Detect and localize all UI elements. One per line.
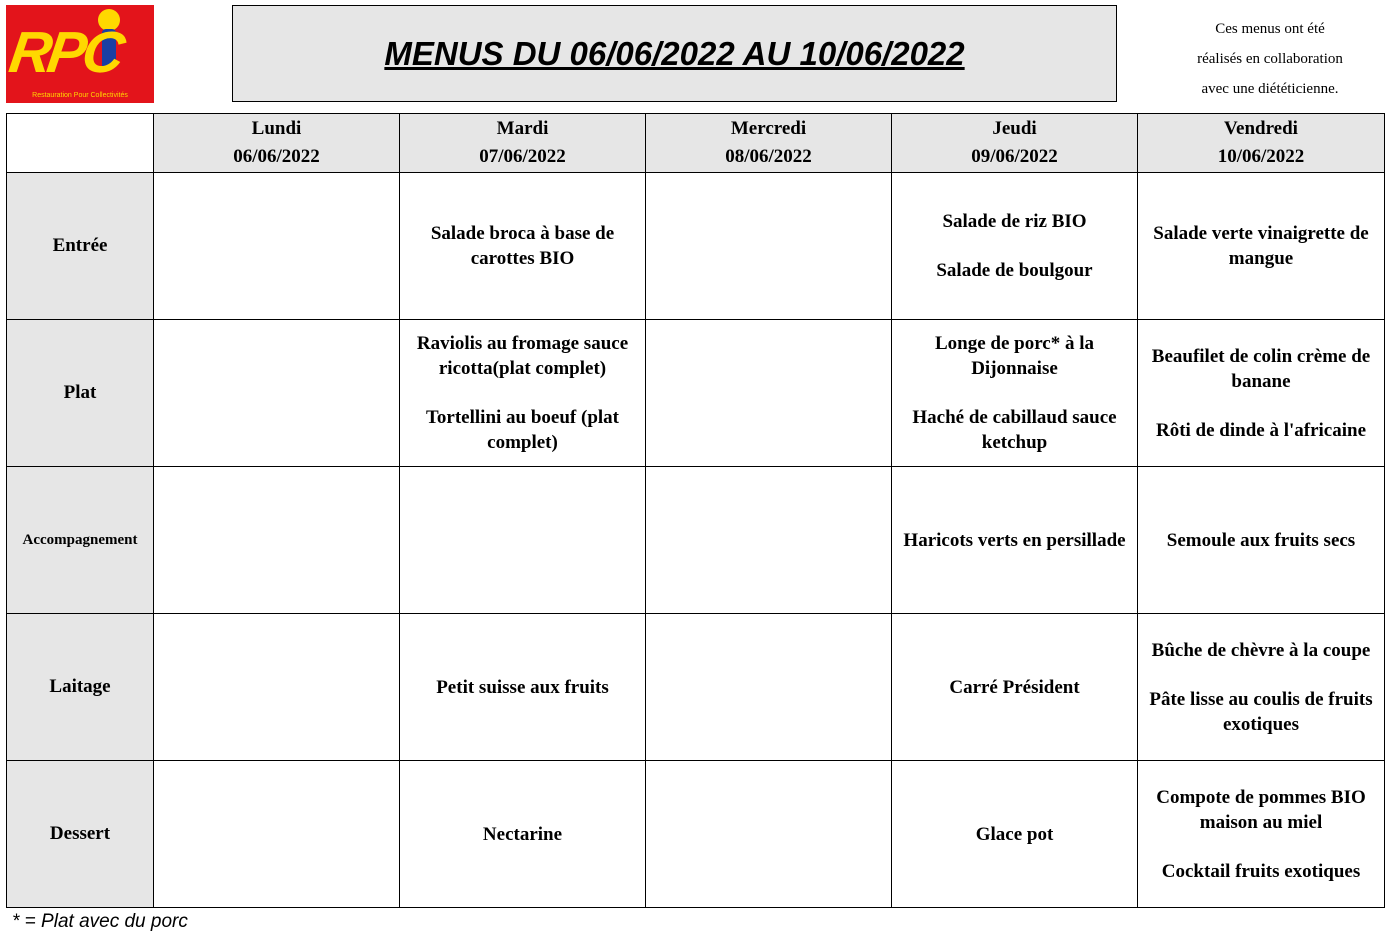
menu-cell — [400, 320, 646, 467]
menu-cell — [646, 173, 892, 320]
menu-item: Glace pot — [975, 823, 1054, 845]
menu-item: Carré Président — [949, 676, 1080, 698]
menu-cell — [1138, 173, 1385, 320]
menu-cell — [892, 320, 1138, 467]
day-header-monday — [154, 114, 400, 173]
menu-item: Salade de boulgour — [936, 260, 1093, 281]
menu-item: Tortellini au boeuf (plat complet) — [425, 407, 619, 453]
page-title: MENUS DU 06/06/2022 AU 10/06/2022 — [384, 34, 965, 72]
menu-cell — [892, 173, 1138, 320]
menu-table — [6, 113, 1385, 908]
menu-item: Bûche de chèvre à la coupe — [1151, 639, 1371, 661]
day-header-tuesday — [400, 114, 646, 173]
menu-item: Salade verte vinaigrette de mangue — [1153, 223, 1369, 269]
day-date: 10/06/2022 — [1217, 146, 1305, 167]
day-name: Jeudi — [992, 118, 1037, 139]
menu-item: Haché de cabillaud sauce ketchup — [912, 407, 1117, 453]
menu-item: Longe de porc* à la Dijonnaise — [934, 333, 1095, 379]
row-label: Entrée — [7, 173, 154, 320]
header-row — [7, 114, 1385, 173]
day-date: 06/06/2022 — [233, 146, 320, 167]
menu-cell — [646, 320, 892, 467]
menu-cell — [646, 467, 892, 614]
logo-letters: RPC — [5, 20, 126, 85]
menu-cell — [154, 173, 400, 320]
menu-item: Raviolis au fromage sauce ricotta(plat complet) — [416, 333, 629, 379]
menu-item: Nectarine — [482, 823, 563, 845]
corner-cell — [7, 114, 154, 173]
menu-cell — [400, 467, 646, 614]
menu-cell — [154, 614, 400, 761]
menu-row-laitage — [7, 614, 1385, 761]
menu-cell — [400, 614, 646, 761]
row-label: Plat — [7, 320, 154, 467]
menu-cell — [646, 761, 892, 908]
menu-row-dessert — [7, 761, 1385, 908]
pork-footnote: * = Plat avec du porc — [12, 911, 188, 932]
logo-tagline: Restauration Pour Collectivités — [32, 92, 128, 99]
menu-cell — [892, 761, 1138, 908]
menu-cell — [646, 614, 892, 761]
row-label: Laitage — [7, 614, 154, 761]
menu-item: Pâte lisse au coulis de fruits exotiques — [1149, 688, 1373, 735]
menu-cell — [892, 614, 1138, 761]
menu-item: Salade de riz BIO — [942, 211, 1087, 232]
rpc-logo — [6, 5, 154, 103]
note-line: Ces menus ont été — [1215, 21, 1325, 37]
day-header-thursday — [892, 114, 1138, 173]
menu-item: Rôti de dinde à l'africaine — [1155, 419, 1367, 441]
day-header-wednesday — [646, 114, 892, 173]
menu-cell — [1138, 614, 1385, 761]
menu-item: Semoule aux fruits secs — [1166, 529, 1356, 551]
day-name: Lundi — [251, 118, 302, 139]
menu-cell — [400, 761, 646, 908]
note-line: réalisés en collaboration — [1197, 51, 1343, 67]
day-date: 08/06/2022 — [725, 146, 812, 167]
row-label: Dessert — [7, 761, 154, 908]
row-label: Accompagnement — [7, 467, 154, 614]
menu-cell — [154, 467, 400, 614]
menu-item: Haricots verts en persillade — [903, 529, 1126, 551]
menu-cell — [400, 173, 646, 320]
menu-row-entrée — [7, 173, 1385, 320]
menu-cell — [154, 761, 400, 908]
menu-row-plat — [7, 320, 1385, 467]
menu-item: Salade broca à base de carottes BIO — [430, 223, 615, 269]
menu-cell — [154, 320, 400, 467]
dietitian-note — [1150, 14, 1390, 104]
menu-cell — [1138, 467, 1385, 614]
menu-item: Cocktail fruits exotiques — [1161, 860, 1361, 882]
day-date: 07/06/2022 — [479, 146, 566, 167]
day-name: Mercredi — [730, 118, 807, 139]
day-date: 09/06/2022 — [971, 146, 1058, 167]
menu-row-accompagnement — [7, 467, 1385, 614]
menu-item: Beaufilet de colin crème de banane — [1151, 345, 1371, 392]
menu-cell — [892, 467, 1138, 614]
menu-item: Compote de pommes BIO maison au miel — [1156, 786, 1366, 833]
note-line: avec une diététicienne. — [1201, 81, 1339, 97]
title-box — [232, 5, 1117, 102]
menu-cell — [1138, 320, 1385, 467]
menu-cell — [1138, 761, 1385, 908]
menu-item: Petit suisse aux fruits — [436, 676, 609, 698]
day-header-friday — [1138, 114, 1385, 173]
day-name: Vendredi — [1224, 118, 1298, 139]
day-name: Mardi — [496, 118, 549, 139]
